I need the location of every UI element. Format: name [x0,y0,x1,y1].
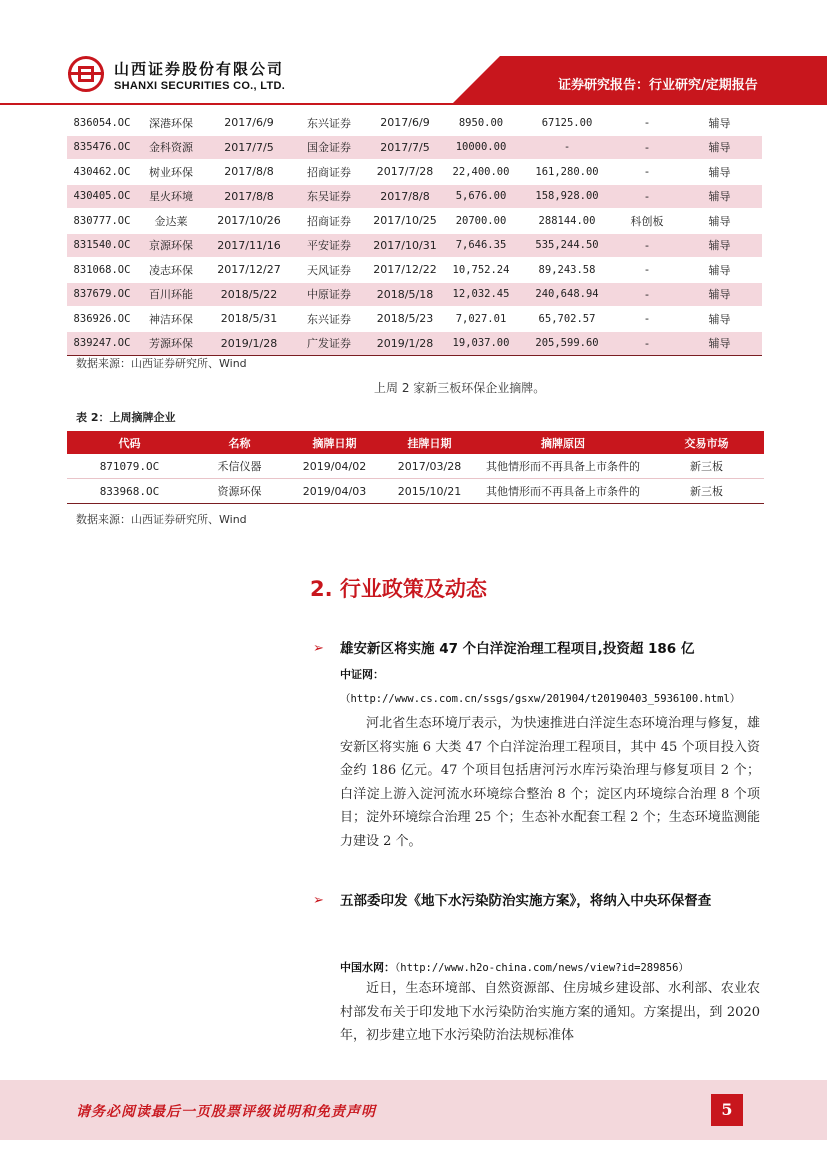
cell-board: - [617,282,677,307]
disclaimer: 请务必阅读最后一页股票评级说明和免责声明 [76,1104,376,1120]
news-2-url[interactable]: （http://www.h2o-china.com/news/view?id=289856） [395,962,689,974]
cell-type: 辅导 [677,233,762,258]
cell-v2: 288144.00 [538,214,596,227]
table-row [67,184,762,209]
column-header: 代码 [67,431,192,454]
cell-broker: 东兴证券 [307,116,351,130]
cell-list_date: 2017/6/9 [224,116,274,130]
column-header: 挂牌日期 [382,431,477,454]
cell-name: 禾信仪器 [192,454,287,479]
cell-code: 831540.OC [67,233,137,258]
cell-broker: 东吴证券 [293,184,365,209]
cell-list_date: 2017/10/26 [217,214,281,228]
cell-broker: 国金证券 [293,135,365,160]
page-header [0,0,827,105]
cell-type: 辅导 [708,263,731,277]
cell-name: 资源环保 [192,479,287,504]
cell-v2: 158,928.00 [517,184,617,209]
column-header: 摘牌原因 [477,431,649,454]
cell-market: 新三板 [649,454,764,479]
cell-name: 神洁环保 [149,312,193,326]
cell-code: 430405.OC [67,184,137,209]
cell-broker: 招商证券 [307,165,351,179]
cell-date2: 2017/10/25 [373,214,437,228]
cell-date2: 2017/12/22 [373,263,437,277]
cell-type: 辅导 [677,282,762,307]
cell-code: 837679.OC [67,282,137,307]
cell-broker: 天风证券 [307,263,351,277]
cell-v1: 5,676.00 [445,184,517,209]
cell-name: 星火环境 [137,184,205,209]
cell-v1: 7,646.35 [445,233,517,258]
company-name-cn: 山西证券股份有限公司 [114,60,285,78]
ipo-coaching-table [67,111,762,356]
cell-code: 836054.OC [73,116,131,129]
table-row [67,209,762,234]
cell-board: - [645,312,649,326]
cell-type: 辅导 [708,165,731,179]
table1-source: 数据来源：山西证券研究所、Wind [76,357,247,370]
cell-broker: 平安证券 [293,233,365,258]
company-logo-icon [68,56,104,92]
section-title: 2. 行业政策及动态 [310,577,487,601]
cell-v1: 20700.00 [455,214,507,227]
news-2-source: 中国水网：（http://www.h2o-china.com/news/view?id=289856） [340,961,689,974]
news-1-url[interactable]: （http://www.cs.com.cn/ssgs/gsxw/201904/t20190403_5936100.html） [340,693,741,705]
cell-list: 2017/03/28 [382,454,477,479]
cell-v2: 240,648.94 [517,282,617,307]
cell-name: 深港环保 [149,116,193,130]
cell-list_date: 2017/11/16 [205,233,293,258]
cell-type: 辅导 [708,116,731,130]
column-header: 摘牌日期 [287,431,382,454]
cell-code: 871079.OC [67,454,192,479]
cell-name: 金达莱 [154,214,188,228]
cell-v2: 65,702.57 [538,312,596,325]
cell-list_date: 2017/8/8 [224,165,274,179]
cell-v1: 10,752.24 [452,263,510,276]
cell-date2: 2017/10/31 [365,233,445,258]
table-row [67,454,764,479]
cell-name: 凌志环保 [149,263,193,277]
table-row [67,135,762,160]
delisted-companies-table [67,431,764,504]
cell-v2: 205,599.60 [517,331,617,356]
cell-board: - [645,263,649,277]
cell-board: - [617,184,677,209]
cell-list: 2015/10/21 [382,479,477,504]
cell-v1: 22,400.00 [452,165,510,178]
cell-delist: 2019/04/02 [287,454,382,479]
cell-board: - [617,331,677,356]
cell-v1: 7,027.01 [455,312,507,325]
table-row [67,160,762,185]
table-row [67,479,764,504]
cell-date2: 2019/1/28 [365,331,445,356]
news-1-body: 河北省生态环境厅表示，为快速推进白洋淀生态环境治理与修复，雄安新区将实施 6 大类 47 个白洋淀治理工程项目，其中 45 个项目投入资金约 186 亿元。47 个项目包括唐河污水库污染治理与修复项目 2 个；白洋淀上游入淀河流水环境综合整治 8 个；淀区内环境综合治理 8 个项目；淀外环境综合治理 25 个；生态补水配套工程 2 个；生态环境监测能力建设 2 个。 [340,716,760,849]
cell-v1: 19,037.00 [445,331,517,356]
cell-market: 新三板 [649,479,764,504]
cell-name: 树业环保 [149,165,193,179]
cell-name: 百川环能 [137,282,205,307]
report-type: 证券研究报告：行业研究/定期报告 [558,78,758,93]
cell-list_date: 2017/7/5 [205,135,293,160]
cell-v1: 12,032.45 [445,282,517,307]
cell-v2: 67125.00 [541,116,593,129]
cell-board: - [617,135,677,160]
cell-type: 辅导 [677,331,762,356]
table-row [67,111,762,135]
cell-code: 835476.OC [67,135,137,160]
column-header: 名称 [192,431,287,454]
table-row [67,233,762,258]
cell-broker: 东兴证券 [307,312,351,326]
cell-delist: 2019/04/03 [287,479,382,504]
cell-code: 833968.OC [67,479,192,504]
news-2-title: 五部委印发《地下水污染防治实施方案》，将纳入中央环保督查 [340,893,712,909]
cell-type: 辅导 [677,184,762,209]
cell-date2: 2017/8/8 [365,184,445,209]
cell-name: 芳源环保 [137,331,205,356]
cell-v2: 161,280.00 [535,165,599,178]
cell-v1: 10000.00 [445,135,517,160]
cell-code: 830777.OC [73,214,131,227]
delisting-note: 上周 2 家新三板环保企业摘牌。 [374,381,546,395]
cell-board: - [645,165,649,179]
cell-date2: 2017/6/9 [380,116,430,130]
cell-broker: 中原证券 [293,282,365,307]
cell-v2: 535,244.50 [517,233,617,258]
cell-type: 辅导 [708,214,731,228]
cell-v1: 8950.00 [458,116,504,129]
column-header: 交易市场 [649,431,764,454]
cell-type: 辅导 [708,312,731,326]
table-row [67,282,762,307]
bullet-arrow-icon: ➢ [313,893,324,908]
cell-list_date: 2018/5/22 [205,282,293,307]
cell-list_date: 2018/5/31 [220,312,278,326]
news-1-source: 中证网： [340,668,384,681]
cell-list_date: 2017/12/27 [217,263,281,277]
cell-broker: 招商证券 [307,214,351,228]
cell-code: 839247.OC [67,331,137,356]
company-name-en: SHANXI SECURITIES CO., LTD. [114,80,286,92]
news-2-body: 近日，生态环境部、自然资源部、住房城乡建设部、水利部、农业农村部发布关于印发地下水污染防治实施方案的通知。方案提出，到 2020 年，初步建立地下水污染防治法规标准体 [340,981,760,1043]
cell-type: 辅导 [677,135,762,160]
cell-broker: 广发证券 [293,331,365,356]
cell-date2: 2017/7/5 [365,135,445,160]
bullet-arrow-icon: ➢ [313,641,324,656]
cell-list_date: 2017/8/8 [205,184,293,209]
table-row [67,331,762,356]
cell-date2: 2017/7/28 [376,165,434,179]
cell-code: 836926.OC [73,312,131,325]
cell-name: 金科资源 [137,135,205,160]
cell-board: - [645,116,649,130]
cell-code: 831068.OC [73,263,131,276]
table2-source: 数据来源：山西证券研究所、Wind [76,513,247,526]
cell-reason: 其他情形而不再具备上市条件的 [477,454,649,479]
table2-caption: 表 2：上周摘牌企业 [76,411,176,424]
cell-date2: 2018/5/23 [376,312,434,326]
cell-list_date: 2019/1/28 [205,331,293,356]
table-row [67,307,762,332]
cell-board: 科创板 [630,214,664,228]
cell-v2: - [517,135,617,160]
page-number: 5 [711,1094,743,1126]
cell-name: 京源环保 [137,233,205,258]
cell-date2: 2018/5/18 [365,282,445,307]
cell-v2: 89,243.58 [538,263,596,276]
cell-board: - [617,233,677,258]
cell-code: 430462.OC [73,165,131,178]
cell-reason: 其他情形而不再具备上市条件的 [477,479,649,504]
news-1-title: 雄安新区将实施 47 个白洋淀治理工程项目,投资超 186 亿 [340,641,695,657]
table-row [67,258,762,283]
